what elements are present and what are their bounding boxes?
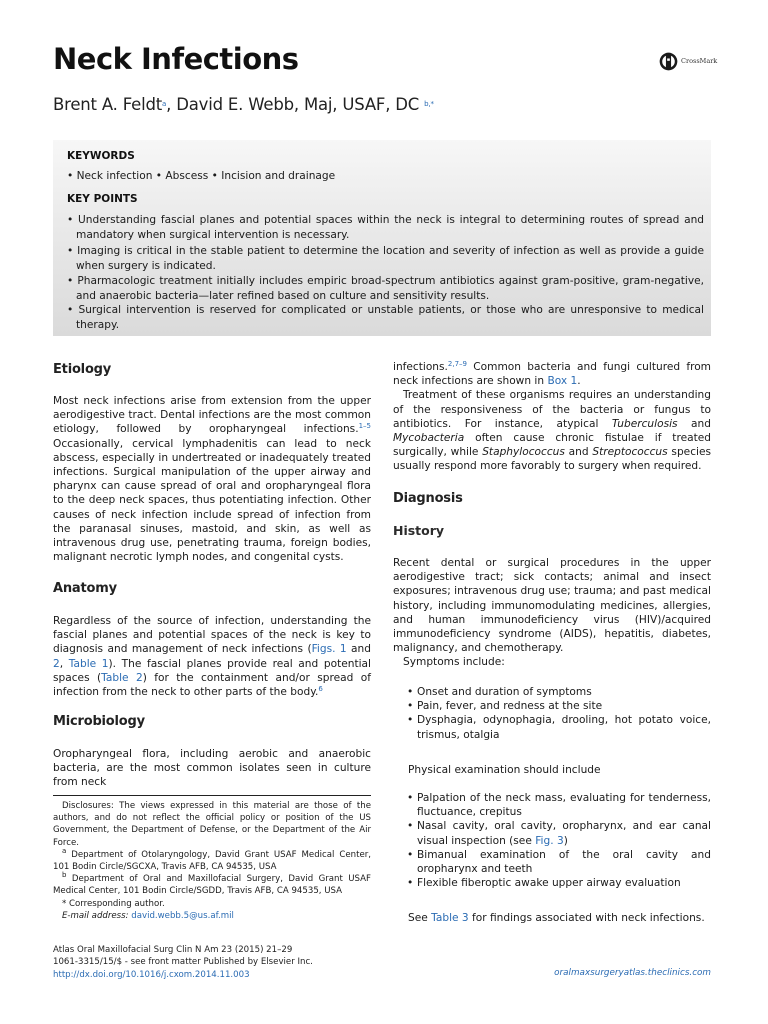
keywords-heading: KEYWORDS <box>67 150 135 162</box>
symptoms-list <box>406 685 711 742</box>
keywords-list: • Neck infection • Abscess • Incision and drainage <box>67 170 336 182</box>
corresponding-author: * Corresponding author. <box>62 898 165 909</box>
list-item: • Flexible fiberoptic awake upper airway evaluation <box>406 876 711 890</box>
list-item: • Onset and duration of symptoms <box>406 685 711 699</box>
table-link[interactable]: Table 2 <box>101 671 143 684</box>
keypoints-heading: KEY POINTS <box>67 193 138 205</box>
section-heading-anatomy: Anatomy <box>53 581 117 596</box>
crossmark-label: CrossMark <box>681 57 718 65</box>
list-item: • Pain, fever, and redness at the site <box>406 699 711 713</box>
email-link[interactable]: david.webb.5@us.af.mil <box>131 910 234 921</box>
author-webb: , David E. Webb, Maj, USAF, DC <box>166 95 425 114</box>
see-table-note: See Table 3 for findings associated with neck infections. <box>408 912 705 924</box>
citation-link[interactable]: 6 <box>318 685 323 694</box>
table-link[interactable]: Table 1 <box>68 657 109 670</box>
list-item: • Bimanual examination of the oral cavity and oropharynx and teeth <box>406 848 711 876</box>
keypoint-item: • Understanding fascial planes and potential spaces within the neck is integral to determining routes of spread and mandatory when surgical intervention is necessary. <box>67 214 705 241</box>
box-link[interactable]: Box 1 <box>547 375 578 388</box>
history-paragraph: Recent dental or surgical procedures in the upper aerodigestive tract; sick contacts; animal and insect exposures; intravenous drug use; trauma; and past medical history, including immunomodulating medicines, allergies, and human immunodeficiency virus (HIV)/acquired immunodeficiency syndrome (AIDS), hepatitis, diabetes, malignancy, and chemotherapy. Symptoms include: <box>393 557 711 669</box>
symptoms-intro: Symptoms include: <box>403 656 505 669</box>
section-heading-etiology: Etiology <box>53 362 112 377</box>
list-item: • Nasal cavity, oral cavity, oropharynx, and ear canal visual inspection (see Fig. 3) <box>406 819 711 847</box>
subsection-heading-history: History <box>393 523 445 538</box>
exam-intro: Physical examination should include <box>408 764 601 776</box>
journal-citation: Atlas Oral Maxillofacial Surg Clin N Am 23 (2015) 21–29 <box>53 945 293 955</box>
affiliation-mark-b[interactable]: b,* <box>424 100 434 108</box>
crossmark-badge[interactable] <box>659 51 719 71</box>
crossmark-icon <box>659 52 678 71</box>
doi-link[interactable]: http://dx.doi.org/10.1016/j.cxom.2014.11.003 <box>53 969 250 980</box>
section-heading-microbiology: Microbiology <box>53 714 145 729</box>
issn-line: 1061-3315/15/$ - see front matter Published by Elsevier Inc. <box>53 957 313 968</box>
keywords-keypoints-box <box>53 140 711 336</box>
journal-website-link[interactable]: oralmaxsurgeryatlas.theclinics.com <box>554 968 711 978</box>
keypoint-item: • Pharmacologic treatment initially includes empiric broad-spectrum antibiotics against gram-positive, gram-negative, and anaerobic bacteria—later refined based on culture and sensitivity results. <box>67 275 704 302</box>
anatomy-paragraph: Regardless of the source of infection, understanding the fascial planes and potential spaces of the neck is key to diagnosis and management of neck infections (Figs. 1 and 2, Table 1). The fascial planes provide real and potential spaces (Table 2) for the containment and/or spread of infection from the neck to other parts of the body.$^6$ <box>53 615 371 699</box>
affiliation-mark-a[interactable]: a <box>162 100 167 108</box>
disclosure-note: Disclosures: The views expressed in this material are those of the authors, and do not reflect the official policy or position of the US Government, the Department of Defense, or the Department of the Air Force. <box>53 801 371 848</box>
author-line <box>53 95 434 114</box>
article-title: Neck Infections <box>53 42 299 76</box>
affiliation-b: $^b$ Department of Oral and Maxillofacial Surgery, David Grant USAF Medical Center, 101 Bodin Circle/SGDD, Travis AFB, CA 94535, USA <box>53 871 371 897</box>
figure-link[interactable]: Figs. 1 <box>311 643 347 656</box>
email-line: E-mail address: david.webb.5@us.af.mil <box>62 910 234 921</box>
microbiology-paragraph: Oropharyngeal flora, including aerobic and anaerobic bacteria, are the most common isolates seen in culture from neck <box>53 748 371 789</box>
exam-list <box>406 791 711 890</box>
etiology-paragraph: Most neck infections arise from extension from the upper aerodigestive tract. Dental infections are the most common etiology, followed by oropharyngeal infections.$^{1-5}$ Occasionally, cervical lymphadenitis can lead to neck abscess, especially in undertreated or inadequately treated infections. Surgical manipulation of the upper airway and pharynx can cause spread of oral and oropharyngeal flora to the deep neck spaces, thus potentiating infection. Other causes of neck infection include spread of infection from the paranasal sinuses, mastoid, and skin, as well as intravenous drug use, penetrating trauma, foreign bodies, malignant necrotic lymph nodes, and congenital cysts. <box>53 395 371 564</box>
figure-link[interactable]: Fig. 3 <box>535 834 564 847</box>
keypoint-item: • Surgical intervention is reserved for complicated or unstable patients, or those who are unresponsive to medical therapy. <box>67 304 704 331</box>
figure-link[interactable]: 2 <box>53 657 60 670</box>
list-item: • Palpation of the neck mass, evaluating for tenderness, fluctuance, crepitus <box>406 791 711 819</box>
microbiology-continued: infections.$^{2,7-9}$ Common bacteria and fungi cultured from neck infections are shown in Box 1. Treatment of these organisms requires an understanding of the responsiveness of the bacteria or fungus to antibiotics. For instance, atypical Tuberculosis and Mycobacteria often cause chronic fistulae if treated surgically, while Staphylococcus and Streptococcus species usually respond more favorably to surgery when required. <box>393 360 711 473</box>
journal-footer <box>53 944 313 981</box>
section-heading-diagnosis: Diagnosis <box>393 491 463 506</box>
table-link[interactable]: Table 3 <box>431 912 469 924</box>
footnotes <box>53 800 371 922</box>
keypoint-item: • Imaging is critical in the stable patient to determine the location and severity of infection as well as provide a guide when surgery is indicated. <box>67 245 704 272</box>
author-feldt: Brent A. Feldt <box>53 95 163 114</box>
affiliation-a: $^a$ Department of Otolaryngology, David Grant USAF Medical Center, 101 Bodin Circle/SGCXA, Travis AFB, CA 94535, USA <box>53 846 371 873</box>
citation-link[interactable]: 2,7–9 <box>447 360 468 368</box>
list-item: • Dysphagia, odynophagia, drooling, hot potato voice, trismus, otalgia <box>406 713 711 741</box>
footnote-divider <box>53 795 371 796</box>
citation-link[interactable]: 1–5 <box>358 422 371 431</box>
